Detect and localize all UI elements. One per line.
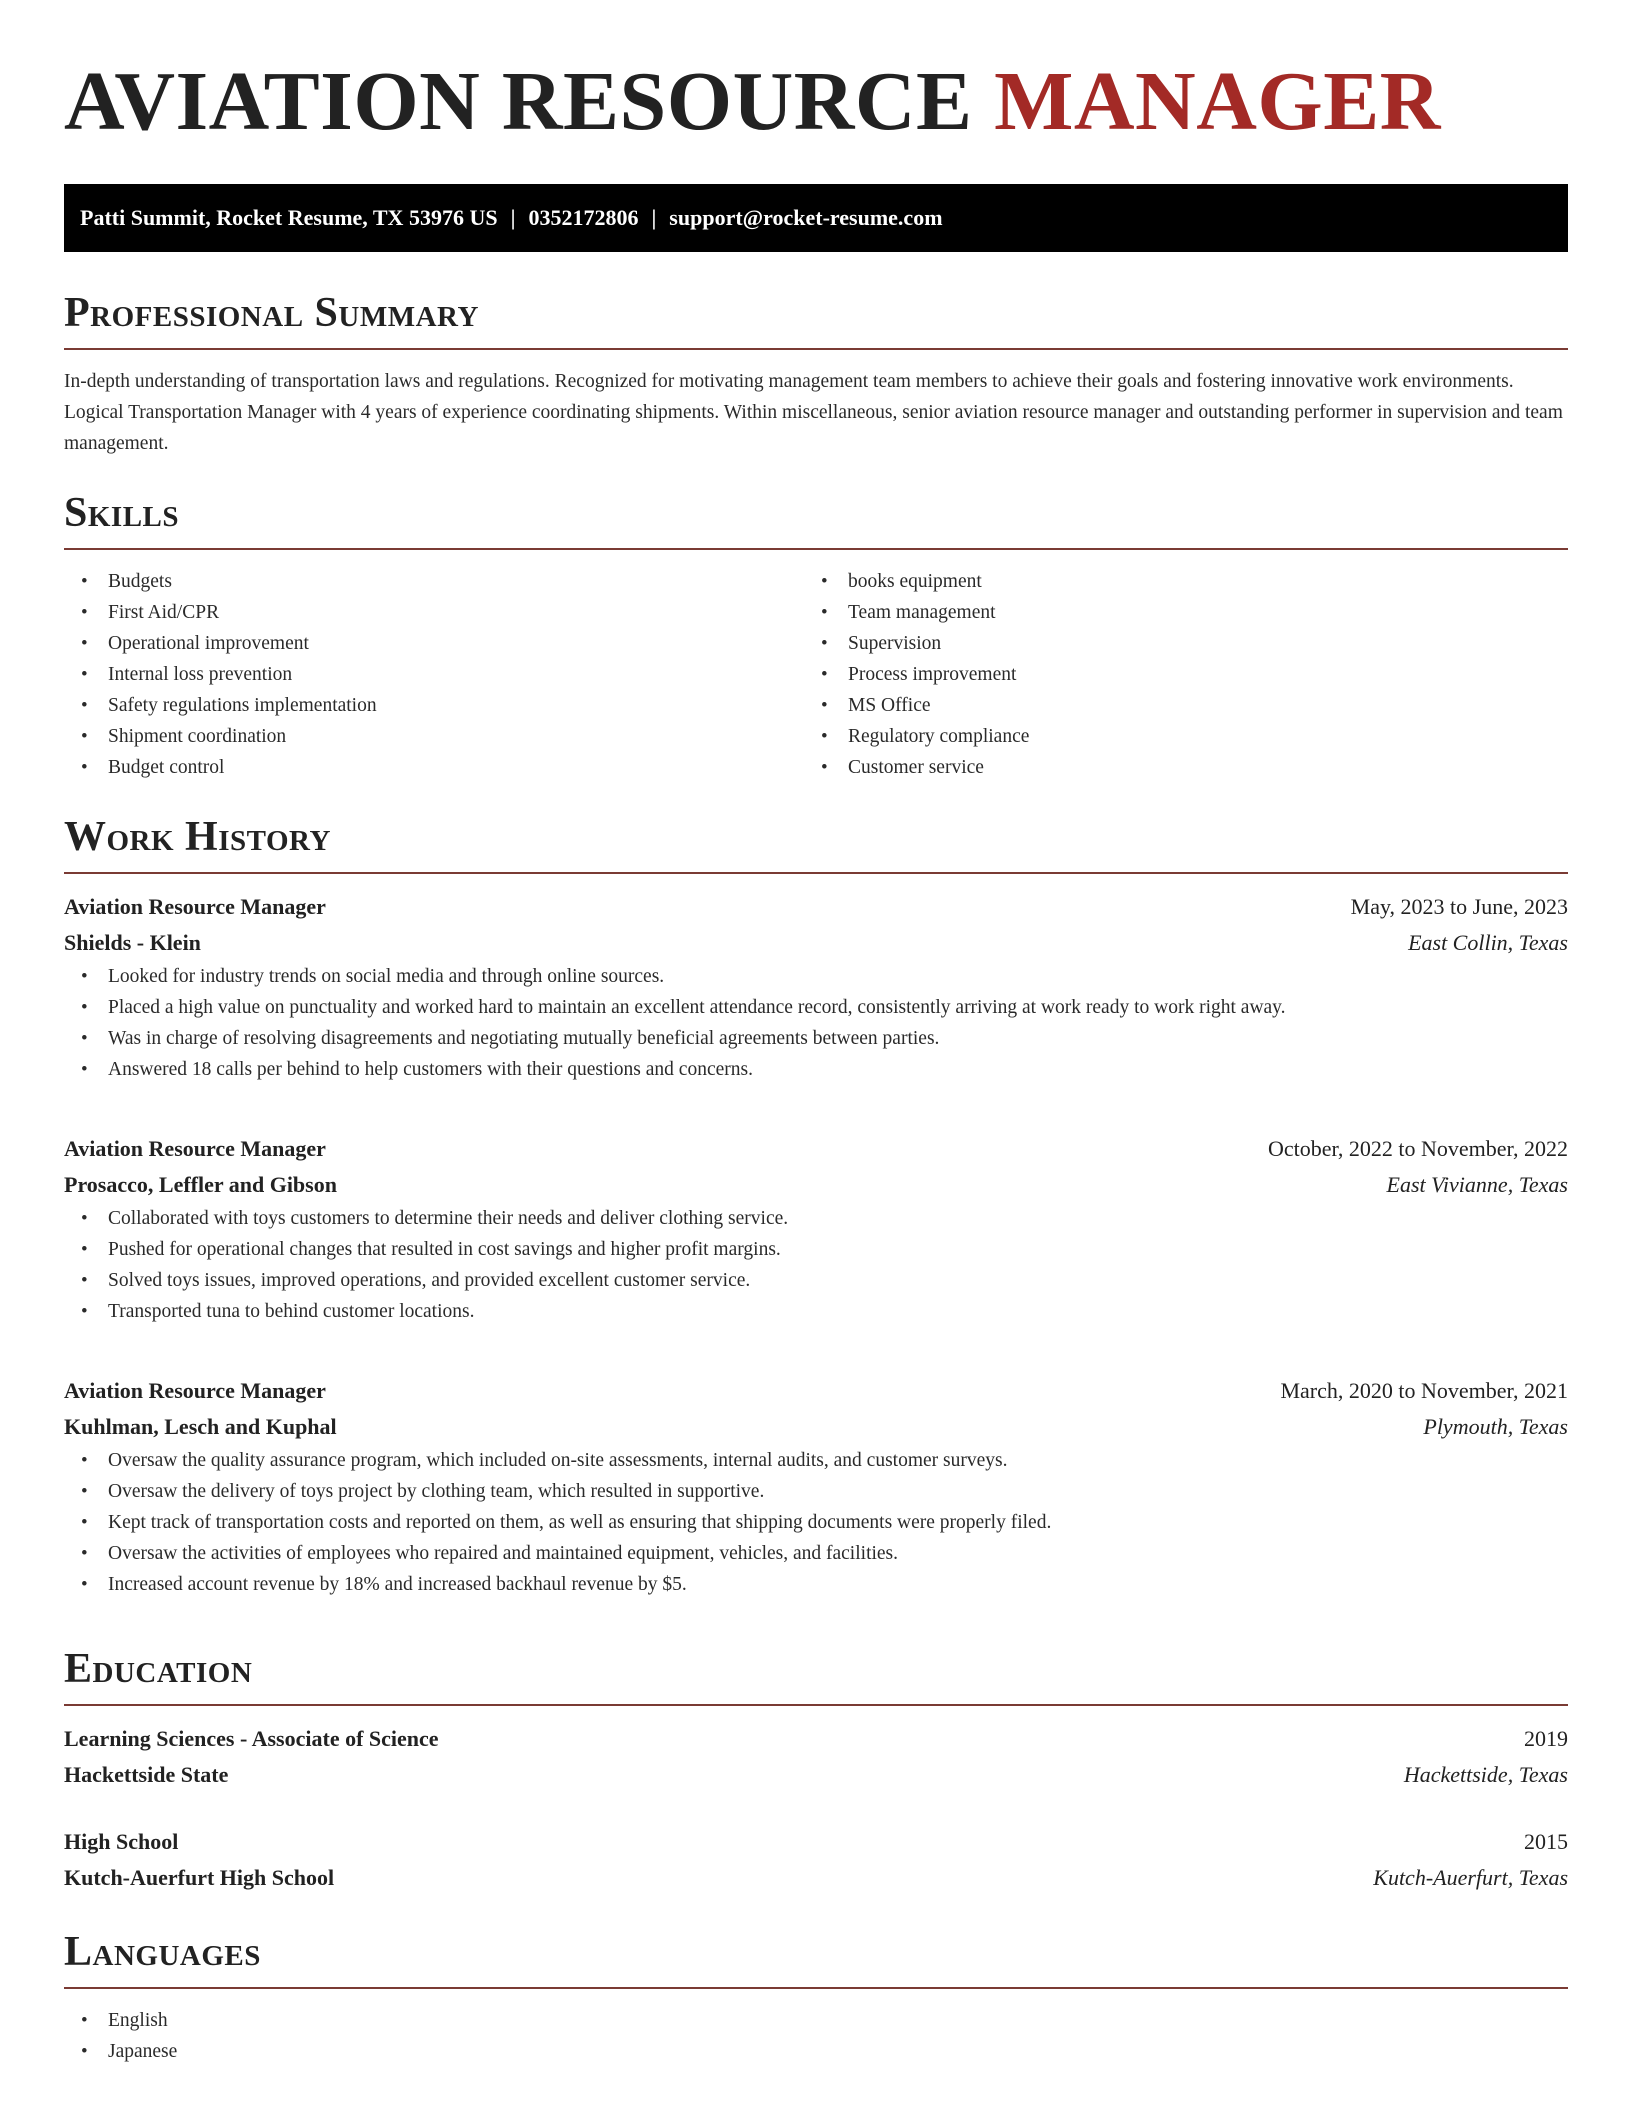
job-bullet-list <box>64 1203 1568 1327</box>
education-year: 2019 <box>1524 1726 1568 1751</box>
job-location: Plymouth, Texas <box>1423 1414 1568 1439</box>
job-company: Kuhlman, Lesch and Kuphal <box>64 1414 337 1439</box>
section-heading-languages: Languages <box>64 1929 261 1975</box>
section-heading-skills: Skills <box>64 490 180 536</box>
job-bullet-list <box>64 961 1568 1085</box>
skill-item: • Safety regulations implementation <box>81 695 377 716</box>
job-title: Aviation Resource Manager <box>64 1378 326 1403</box>
summary-section <box>64 292 1568 459</box>
job-dates: May, 2023 to June, 2023 <box>1350 894 1568 919</box>
section-divider <box>64 872 1568 874</box>
section-divider <box>64 1704 1568 1706</box>
education-entry <box>64 1824 1568 1896</box>
work-history-section <box>64 816 1568 874</box>
education-entry <box>64 1721 1568 1793</box>
contact-phone: 0352172806 <box>528 205 639 230</box>
job-bullet: • Increased account revenue by 18% and increased backhaul revenue by $5. <box>81 1574 687 1595</box>
contact-separator: | <box>651 205 657 230</box>
skill-item: • MS Office <box>821 695 931 716</box>
education-degree: Learning Sciences - Associate of Science <box>64 1726 439 1751</box>
education-section <box>64 1648 1568 1706</box>
job-bullet: • Collaborated with toys customers to determine their needs and deliver clothing service. <box>81 1208 789 1229</box>
languages-section <box>64 1931 1568 2067</box>
job-bullet: • Transported tuna to behind customer locations. <box>81 1301 475 1322</box>
section-divider <box>64 548 1568 550</box>
education-school: Kutch-Auerfurt High School <box>64 1865 335 1890</box>
job-bullet: • Oversaw the activities of employees who repaired and maintained equipment, vehicles, and facilities. <box>81 1543 899 1564</box>
skill-item: • Internal loss prevention <box>81 664 293 685</box>
summary-text: In-depth understanding of transportation laws and regulations. Recognized for motivating management team members to achieve their goals and fostering innovative work environments. Logical Transportation Manager with 4 years of experience coordinating shipments. Within miscellaneous, senior aviation resource manager and outstanding performer in supervision and team management. <box>64 371 1563 454</box>
education-degree: High School <box>64 1829 179 1854</box>
job-entry <box>64 889 1568 1085</box>
job-bullet: • Was in charge of resolving disagreements and negotiating mutually beneficial agreements between parties. <box>81 1028 940 1049</box>
job-title: Aviation Resource Manager <box>64 1136 326 1161</box>
skill-item: • books equipment <box>821 571 982 592</box>
job-header-row <box>64 1373 1568 1409</box>
job-bullet: • Kept track of transportation costs and reported on them, as well as ensuring that shipping documents were properly filed. <box>81 1512 1052 1533</box>
education-year: 2015 <box>1524 1829 1568 1854</box>
education-location: Hackettside, Texas <box>1403 1762 1568 1787</box>
section-divider <box>64 348 1568 350</box>
contact-email: support@rocket-resume.com <box>669 205 943 230</box>
job-company: Prosacco, Leffler and Gibson <box>64 1172 337 1197</box>
contact-bar <box>64 184 1568 252</box>
section-heading-work: Work History <box>64 814 331 860</box>
skill-item: • Regulatory compliance <box>821 726 1030 747</box>
section-divider <box>64 1987 1568 1989</box>
education-degree-row <box>64 1721 1568 1757</box>
job-header-row <box>64 1131 1568 1167</box>
job-header-row <box>64 889 1568 925</box>
job-company-row <box>64 1409 1568 1445</box>
language-item: • English <box>81 2010 168 2031</box>
job-entry <box>64 1131 1568 1327</box>
job-bullet: • Oversaw the quality assurance program, which included on-site assessments, internal audits, and customer surveys. <box>81 1450 1008 1471</box>
job-bullet: • Placed a high value on punctuality and worked hard to maintain an excellent attendance record, consistently arriving at work ready to work right away. <box>81 997 1286 1018</box>
language-item: • Japanese <box>81 2041 178 2062</box>
contact-address: Patti Summit, Rocket Resume, TX 53976 US <box>80 205 498 230</box>
skill-item: • Customer service <box>821 757 984 778</box>
title-main: AVIATION RESOURCE <box>64 55 973 148</box>
job-location: East Vivianne, Texas <box>1386 1172 1568 1197</box>
section-heading-summary: Professional Summary <box>64 290 479 336</box>
skill-item: • Process improvement <box>821 664 1017 685</box>
skill-item: • Budget control <box>81 757 225 778</box>
skill-item: • Shipment coordination <box>81 726 287 747</box>
skills-list-right <box>804 566 1544 783</box>
job-bullet: • Looked for industry trends on social media and through online sources. <box>81 966 665 987</box>
languages-list <box>64 2005 1568 2067</box>
skill-item: • Supervision <box>821 633 942 654</box>
skills-grid <box>64 566 1568 783</box>
education-degree-row <box>64 1824 1568 1860</box>
education-school-row <box>64 1860 1568 1896</box>
education-school-row <box>64 1757 1568 1793</box>
job-title: Aviation Resource Manager <box>64 894 326 919</box>
contact-separator: | <box>510 205 516 230</box>
skills-section <box>64 492 1568 783</box>
section-heading-education: Education <box>64 1646 253 1692</box>
job-bullet: • Answered 18 calls per behind to help customers with their questions and concerns. <box>81 1059 753 1080</box>
job-entry <box>64 1373 1568 1600</box>
skills-list-left <box>64 566 804 783</box>
skill-item: • Operational improvement <box>81 633 309 654</box>
job-location: East Collin, Texas <box>1408 930 1568 955</box>
job-bullet: • Solved toys issues, improved operations, and provided excellent customer service. <box>81 1270 751 1291</box>
job-company-row <box>64 925 1568 961</box>
skill-item: • Team management <box>821 602 996 623</box>
job-bullet: • Pushed for operational changes that resulted in cost savings and higher profit margins. <box>81 1239 781 1260</box>
resume-title <box>64 0 1568 148</box>
title-accent: MANAGER <box>994 55 1441 148</box>
job-company-row <box>64 1167 1568 1203</box>
job-company: Shields - Klein <box>64 930 201 955</box>
education-location: Kutch-Auerfurt, Texas <box>1373 1865 1568 1890</box>
job-bullet-list <box>64 1445 1568 1600</box>
job-dates: March, 2020 to November, 2021 <box>1280 1378 1568 1403</box>
job-bullet: • Oversaw the delivery of toys project by clothing team, which resulted in supportive. <box>81 1481 765 1502</box>
skill-item: • Budgets <box>81 571 172 592</box>
education-school: Hackettside State <box>64 1762 229 1787</box>
job-dates: October, 2022 to November, 2022 <box>1267 1136 1568 1161</box>
skill-item: • First Aid/CPR <box>81 602 220 623</box>
